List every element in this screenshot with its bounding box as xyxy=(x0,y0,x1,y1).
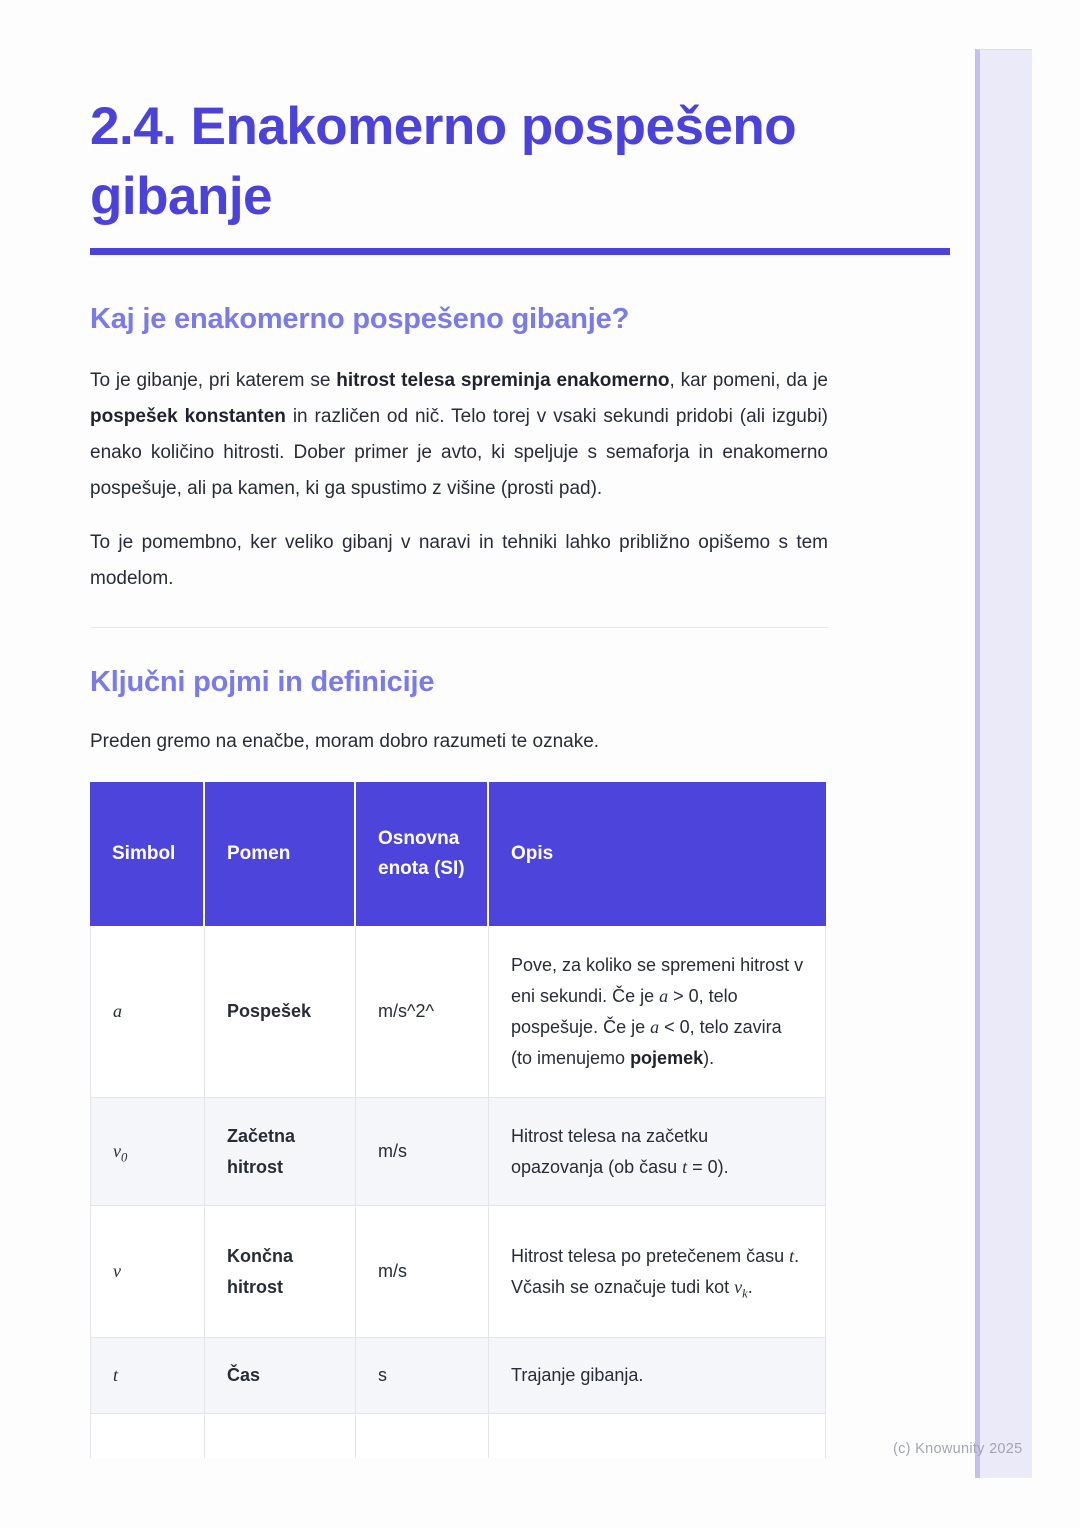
section-divider xyxy=(90,627,828,628)
copyright-label: (c) Knowunity 2025 xyxy=(893,1441,1023,1457)
section-heading-terms: Ključni pojmi in definicije xyxy=(90,666,435,698)
cell-meaning: Čas xyxy=(205,1338,356,1414)
cell-meaning: Končna hitrost xyxy=(205,1206,356,1338)
cell-description: Hitrost telesa na začetku opazovanja (ob času t = 0). xyxy=(489,1098,826,1206)
table-row xyxy=(90,1338,826,1414)
cell-symbol: $v_0$ xyxy=(90,1098,205,1206)
cell-symbol xyxy=(90,1414,205,1458)
section-heading-what: Kaj je enakomerno pospešeno gibanje? xyxy=(90,303,630,335)
page-title: 2.4. Enakomerno pospešeno gibanje xyxy=(90,97,797,226)
paragraph-definition: To je gibanje, pri katerem se hitrost telesa spreminja enakomerno, kar pomeni, da je pospešek konstanten in različen od nič. Telo torej v vsaki sekundi pridobi (ali izgubi) enako količino hitrosti. Dober primer je avto, ki speljuje s semaforja in enakomerno pospešuje, ali pa kamen, ki ga spustimo z višine (prosti pad). xyxy=(90,370,828,499)
table-header-row xyxy=(90,782,826,926)
cell-unit xyxy=(356,1414,489,1458)
cell-description xyxy=(489,1414,826,1458)
column-header-meaning: Pomen xyxy=(205,782,356,926)
column-header-unit: Osnovna enota (SI) xyxy=(356,782,489,926)
table-row xyxy=(90,926,826,1098)
cell-symbol: v xyxy=(90,1206,205,1338)
table-row-partial xyxy=(90,1414,826,1458)
cell-symbol: t xyxy=(90,1338,205,1414)
column-header-symbol: Simbol xyxy=(90,782,205,926)
cell-meaning: Pospešek xyxy=(205,926,356,1098)
title-underline xyxy=(90,248,950,255)
definitions-table xyxy=(90,782,826,1458)
cell-unit: m/s xyxy=(356,1098,489,1206)
cell-unit: s xyxy=(356,1338,489,1414)
cell-meaning: Začetna hitrost xyxy=(205,1098,356,1206)
cell-description: Pove, za koliko se spremeni hitrost v eni sekundi. Če je a > 0, telo pospešuje. Če je a < 0, telo zavira (to imenujemo pojemek). xyxy=(489,926,826,1098)
page-edge-strip xyxy=(975,49,1032,1478)
paragraph-importance: To je pomembno, ker veliko gibanj v naravi in tehniki lahko približno opišemo s tem modelom. xyxy=(90,532,828,589)
table-row xyxy=(90,1206,826,1338)
cell-meaning xyxy=(205,1414,356,1458)
document-content xyxy=(90,92,828,1458)
cell-description: Trajanje gibanja. xyxy=(489,1338,826,1414)
paragraph-table-intro: Preden gremo na enačbe, moram dobro razumeti te oznake. xyxy=(90,731,600,752)
table-header xyxy=(90,782,826,926)
cell-unit: m/s^2^ xyxy=(356,926,489,1098)
cell-unit: m/s xyxy=(356,1206,489,1338)
cell-description: Hitrost telesa po pretečenem času t. Včasih se označuje tudi kot $v_k$. xyxy=(489,1206,826,1338)
table-row xyxy=(90,1098,826,1206)
cell-symbol: a xyxy=(90,926,205,1098)
column-header-description: Opis xyxy=(489,782,826,926)
